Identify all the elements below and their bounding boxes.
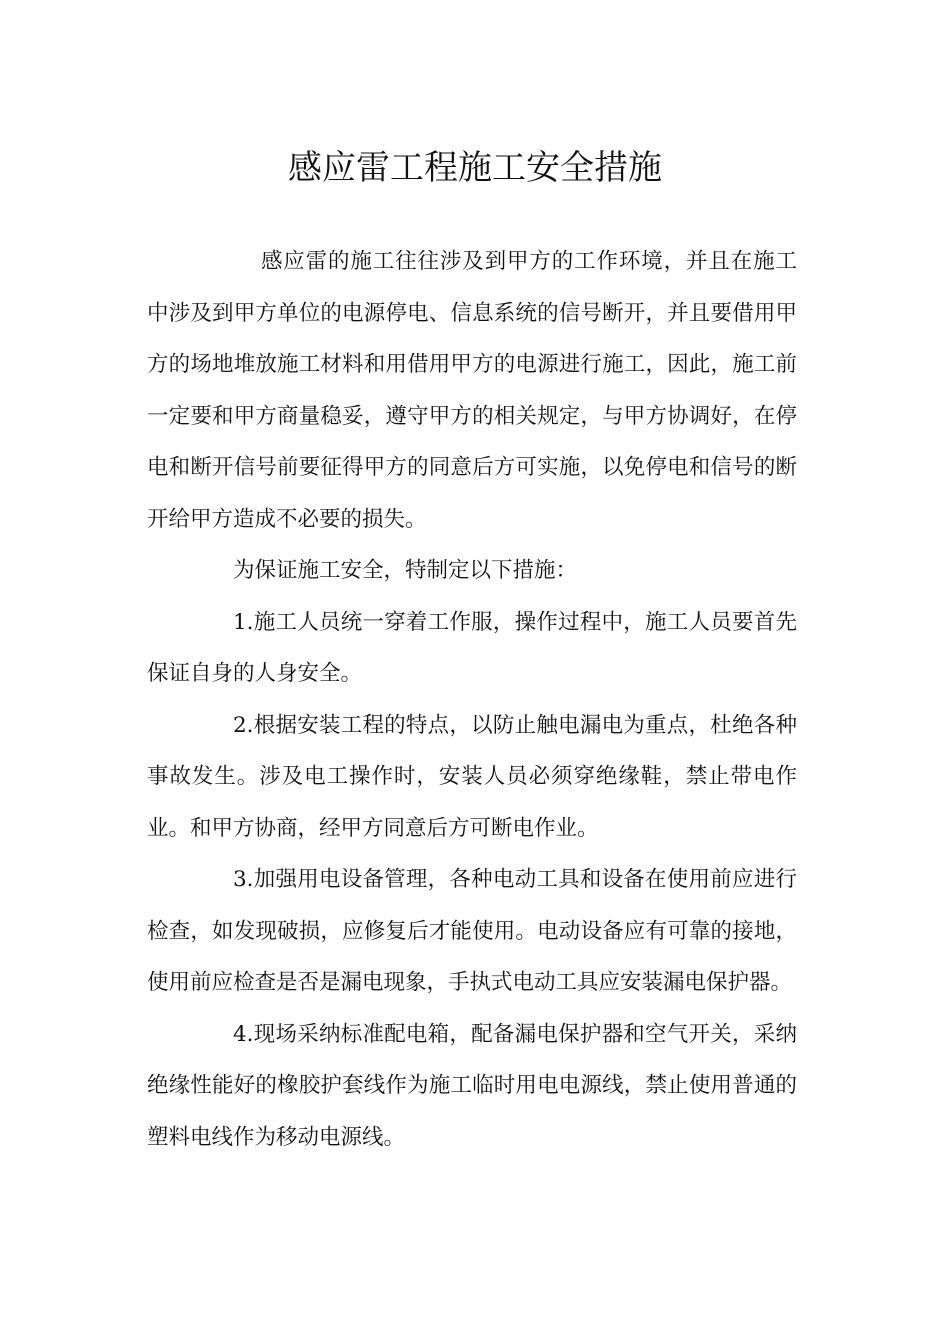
- document-body: [147, 236, 797, 1163]
- paragraph-measure-4: 4.现场采纳标准配电箱，配备漏电保护器和空气开关，采纳绝缘性能好的橡胶护套线作为施工临时用电电源线，禁止使用普通的塑料电线作为移动电源线。: [147, 1021, 797, 1150]
- paragraph-measure-2: 2.根据安装工程的特点，以防止触电漏电为重点，杜绝各种事故发生。涉及电工操作时，安装人员必须穿绝缘鞋，禁止带电作业。和甲方协商，经甲方同意后方可断电作业。: [147, 712, 797, 841]
- paragraph-measure-1: 1.施工人员统一穿着工作服，操作过程中，施工人员要首先保证自身的人身安全。: [147, 609, 797, 686]
- paragraph-measures-heading: 为保证施工安全，特制定以下措施：: [233, 558, 578, 583]
- document-title: 感应雷工程施工安全措施: [288, 147, 662, 188]
- paragraph-intro: 感应雷的施工往往涉及到甲方的工作环境，并且在施工中涉及到甲方单位的电源停电、信息系统的信号断开，并且要借用甲方的场地堆放施工材料和用借用甲方的电源进行施工，因此，施工前一定要和甲方商量稳妥，遵守甲方的相关规定，与甲方协调好，在停电和断开信号前要征得甲方的同意后方可实施，以免停电和信号的断开给甲方造成不必要的损失。: [147, 249, 797, 532]
- paragraph-measure-3: 3.加强用电设备管理，各种电动工具和设备在使用前应进行检查，如发现破损，应修复后才能使用。电动设备应有可靠的接地，使用前应检查是否是漏电现象，手执式电动工具应安装漏电保护器。: [147, 867, 797, 995]
